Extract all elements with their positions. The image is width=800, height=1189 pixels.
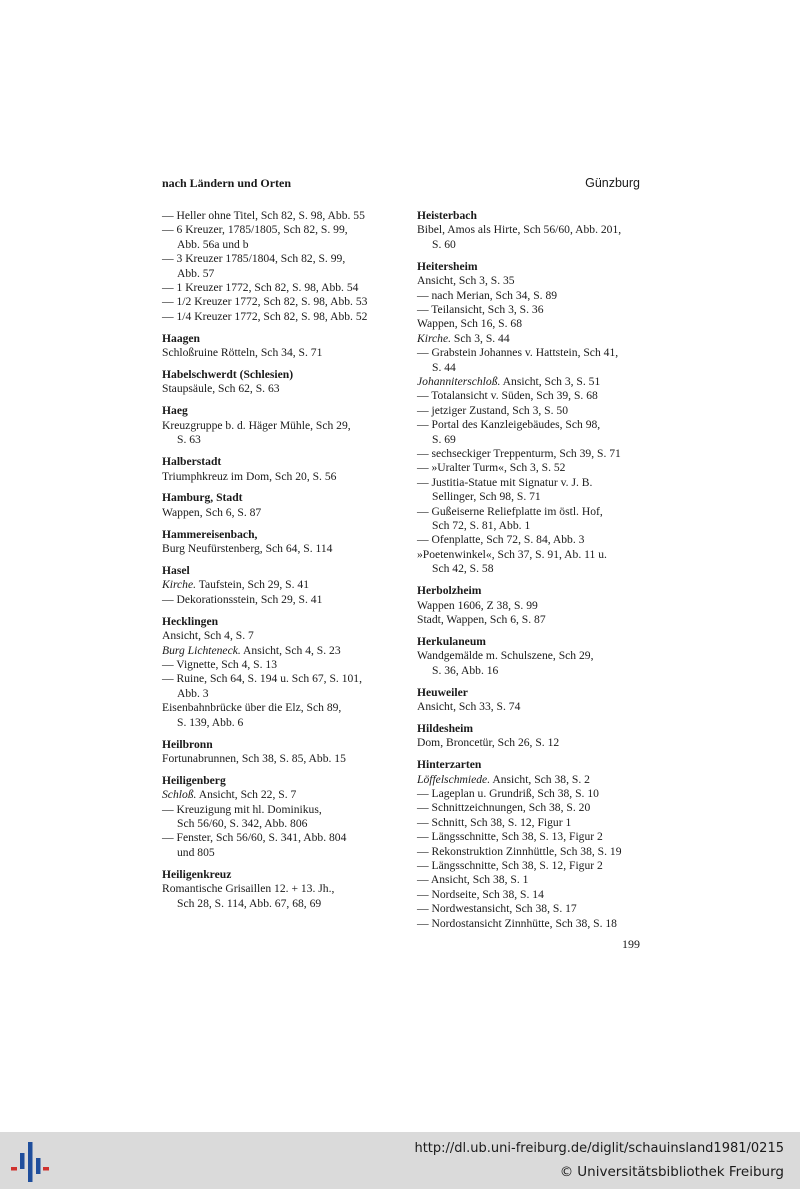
entry-heading: Hecklingen — [162, 614, 219, 628]
entry-line-text: — Längsschnitte, Sch 38, S. 12, Figur 2 — [417, 859, 603, 873]
entry-line-text: — Lageplan u. Grundriß, Sch 38, S. 10 — [417, 787, 599, 801]
entry-line-text: S. 44 — [432, 360, 456, 374]
entry-line — [162, 506, 382, 520]
entry-line-text: Schloßruine Rötteln, Sch 34, S. 71 — [162, 346, 323, 360]
index-entry — [162, 368, 382, 397]
entry-line — [417, 562, 637, 576]
index-entry — [417, 686, 637, 715]
entry-line — [417, 830, 637, 844]
entry-line-text: — jetziger Zustand, Sch 3, S. 50 — [417, 403, 569, 417]
entry-heading: Herbolzheim — [417, 584, 482, 598]
entry-line — [162, 831, 382, 845]
entry-line-text: Sch 56/60, S. 342, Abb. 806 — [177, 817, 308, 831]
entry-line-italic: Burg Lichteneck. — [162, 643, 241, 657]
index-entry — [162, 868, 382, 911]
entry-line-text: — 1/4 Kreuzer 1772, Sch 82, S. 98, Abb. 52 — [162, 309, 368, 323]
entry-line — [417, 433, 637, 447]
entry-line-italic: Kirche. — [162, 578, 197, 592]
entry-line-text: Sch 72, S. 81, Abb. 1 — [432, 519, 531, 533]
entry-heading: Haeg — [162, 404, 188, 418]
entry-line-text: Ansicht, Sch 38, S. 2 — [490, 772, 590, 786]
entry-line-italic: Löffelschmiede. — [417, 772, 491, 786]
entry-line — [417, 816, 637, 830]
entry-line-text: — Fenster, Sch 56/60, S. 341, Abb. 804 — [162, 831, 347, 845]
entry-line-text: — Nordostansicht Zinnhütte, Sch 38, S. 18 — [417, 916, 617, 930]
running-header-right: Günzburg — [585, 176, 640, 190]
index-entry — [417, 722, 637, 751]
entry-line-text: Abb. 3 — [177, 686, 209, 700]
running-header-left: nach Ländern und Orten — [162, 176, 292, 190]
index-entry — [162, 774, 382, 860]
entry-line-text: — Ruine, Sch 64, S. 194 u. Sch 67, S. 101, — [162, 672, 363, 686]
entry-line — [162, 542, 382, 556]
index-entry — [417, 584, 637, 627]
entry-line-text: — sechseckiger Treppenturm, Sch 39, S. 71 — [417, 447, 621, 460]
entry-heading: Hamburg, Stadt — [162, 491, 243, 505]
entry-line — [162, 382, 382, 396]
entry-line-text: S. 36, Abb. 16 — [432, 663, 499, 677]
entry-line-text: — Nordwestansicht, Sch 38, S. 17 — [417, 902, 577, 916]
entry-line — [162, 310, 382, 324]
entry-line — [417, 389, 637, 403]
entry-line-text: und 805 — [177, 845, 215, 859]
entry-line — [417, 303, 637, 317]
entry-line-text: — 1/2 Kreuzer 1772, Sch 82, S. 98, Abb. 53 — [162, 295, 368, 309]
entry-line-text: — 3 Kreuzer 1785/1804, Sch 82, S. 99, — [162, 252, 346, 266]
entry-heading: Heilbronn — [162, 737, 213, 751]
index-entry — [162, 491, 382, 520]
entry-line — [417, 238, 637, 252]
entry-line-text: Triumphkreuz im Dom, Sch 20, S. 56 — [162, 469, 337, 483]
entry-line-text: Ansicht, Sch 33, S. 74 — [417, 700, 521, 713]
entry-line — [162, 701, 382, 715]
running-header — [162, 176, 640, 194]
entry-line-text: — Kreuzigung mit hl. Dominikus, — [162, 802, 322, 816]
ub-freiburg-logo-icon — [10, 1142, 52, 1182]
entry-line-text: Ansicht, Sch 3, S. 35 — [417, 274, 515, 288]
entry-line-text: — Dekorationsstein, Sch 29, S. 41 — [162, 592, 323, 606]
entry-line-text: Bibel, Amos als Hirte, Sch 56/60, Abb. 201, — [417, 223, 622, 237]
index-entry — [162, 528, 382, 557]
entry-line-text: — 6 Kreuzer, 1785/1805, Sch 82, S. 99, — [162, 223, 348, 237]
entry-line — [417, 613, 637, 627]
entry-line — [417, 859, 637, 873]
entry-line-text: Taufstein, Sch 29, S. 41 — [196, 578, 310, 592]
entry-heading: Hammereisenbach, — [162, 527, 258, 541]
entry-line-text: — Portal des Kanzleigebäudes, Sch 98, — [417, 418, 601, 432]
entry-line — [417, 274, 637, 288]
entry-line-italic: Schloß. — [162, 788, 197, 802]
entry-line — [417, 317, 637, 331]
entry-line-text: Ansicht, Sch 4, S. 23 — [240, 643, 341, 657]
entry-line-text: Kreuzgruppe b. d. Häger Mühle, Sch 29, — [162, 418, 351, 432]
index-column-left — [162, 209, 382, 918]
entry-line-text: Stadt, Wappen, Sch 6, S. 87 — [417, 612, 546, 626]
entry-line — [162, 295, 382, 309]
entry-line — [417, 773, 637, 787]
entry-heading: Halberstadt — [162, 455, 222, 469]
entry-line — [162, 658, 382, 672]
entry-line — [417, 476, 637, 490]
entry-line — [417, 346, 637, 360]
entry-line-text: Ansicht, Sch 3, S. 51 — [500, 374, 601, 388]
entry-heading: Haagen — [162, 331, 201, 345]
entry-line — [417, 700, 637, 714]
entry-heading: Heuweiler — [417, 685, 468, 699]
entry-heading: Habelschwerdt (Schlesien) — [162, 368, 294, 382]
entry-line — [417, 917, 637, 931]
entry-heading: Herkulaneum — [417, 634, 486, 648]
entry-line-text: Sch 3, S. 44 — [451, 331, 510, 345]
entry-line-text: Sellinger, Sch 98, S. 71 — [432, 490, 541, 504]
entry-line-text: — Rekonstruktion Zinnhüttle, Sch 38, S. 19 — [417, 844, 622, 858]
entry-line — [417, 519, 637, 533]
index-entry — [417, 260, 637, 577]
entry-line-text: Burg Neufürstenberg, Sch 64, S. 114 — [162, 542, 333, 556]
entry-line — [162, 252, 382, 266]
entry-line — [162, 629, 382, 643]
entry-heading: Heiligenkreuz — [162, 867, 232, 881]
entry-line — [162, 593, 382, 607]
viewer-footer-bar — [0, 1132, 800, 1189]
index-entry — [162, 455, 382, 484]
entry-line — [162, 238, 382, 252]
entry-line — [162, 419, 382, 433]
index-column-right — [417, 209, 637, 939]
entry-line — [162, 644, 382, 658]
entry-line — [162, 897, 382, 911]
entry-heading: Hildesheim — [417, 721, 474, 735]
entry-line-text: — Nordseite, Sch 38, S. 14 — [417, 887, 544, 901]
entry-line-text: — Justitia-Statue mit Signatur v. J. B. — [417, 475, 593, 489]
entry-line — [417, 461, 637, 475]
entry-line-text: Abb. 56a und b — [177, 237, 249, 251]
index-entry — [417, 758, 637, 931]
index-entry — [162, 209, 382, 324]
index-entry — [162, 332, 382, 361]
entry-line — [417, 664, 637, 678]
entry-line-italic: Kirche. — [417, 331, 452, 345]
entry-line-text: — Längsschnitte, Sch 38, S. 13, Figur 2 — [417, 830, 603, 844]
entry-line-text: Staupsäule, Sch 62, S. 63 — [162, 382, 280, 396]
index-entry — [162, 615, 382, 730]
entry-line — [417, 223, 637, 237]
entry-line — [162, 209, 382, 223]
entry-line-text: Wandgemälde m. Schulszene, Sch 29, — [417, 649, 594, 663]
index-entry — [162, 738, 382, 767]
entry-line-text: Ansicht, Sch 22, S. 7 — [196, 788, 297, 802]
entry-line — [417, 845, 637, 859]
entry-line — [417, 404, 637, 418]
copyright-symbol: © — [559, 1164, 574, 1180]
entry-line — [417, 533, 637, 547]
entry-line-text: Wappen, Sch 6, S. 87 — [162, 505, 262, 519]
entry-line-text: »Poetenwinkel«, Sch 37, S. 91, Ab. 11 u. — [417, 547, 607, 561]
entry-line-text: S. 60 — [432, 237, 456, 251]
entry-heading: Heitersheim — [417, 259, 478, 273]
entry-line-text: S. 63 — [177, 433, 201, 447]
entry-line-text: — Heller ohne Titel, Sch 82, S. 98, Abb. 55 — [162, 209, 365, 222]
entry-line — [162, 267, 382, 281]
entry-line — [417, 361, 637, 375]
entry-line — [162, 470, 382, 484]
entry-line — [162, 281, 382, 295]
index-entry — [162, 404, 382, 447]
entry-line-text: — »Uralter Turm«, Sch 3, S. 52 — [417, 461, 566, 475]
entry-line-text: — Grabstein Johannes v. Hattstein, Sch 41, — [417, 346, 619, 360]
entry-line-text: — nach Merian, Sch 34, S. 89 — [417, 288, 558, 302]
entry-line — [162, 817, 382, 831]
copyright-notice — [560, 1164, 784, 1180]
entry-line — [162, 346, 382, 360]
entry-line — [162, 223, 382, 237]
entry-heading: Heiligenberg — [162, 773, 226, 787]
page-number: 199 — [622, 937, 640, 951]
entry-line — [417, 902, 637, 916]
entry-heading: Heisterbach — [417, 209, 477, 222]
entry-line-text: — Schnittzeichnungen, Sch 38, S. 20 — [417, 801, 591, 815]
index-entry — [417, 635, 637, 678]
entry-line — [417, 289, 637, 303]
copyright-text: Universitätsbibliothek Freiburg — [577, 1164, 784, 1180]
entry-line — [162, 578, 382, 592]
entry-heading: Hinterzarten — [417, 758, 482, 772]
entry-line-text: — Gußeiserne Reliefplatte im östl. Hof, — [417, 504, 603, 518]
entry-line-text: — Ofenplatte, Sch 72, S. 84, Abb. 3 — [417, 533, 585, 547]
entry-line-text: Wappen 1606, Z 38, S. 99 — [417, 598, 538, 612]
entry-line-text: Wappen, Sch 16, S. 68 — [417, 317, 523, 331]
entry-line-text: S. 139, Abb. 6 — [177, 715, 244, 729]
entry-line — [417, 649, 637, 663]
entry-line-text: — Teilansicht, Sch 3, S. 36 — [417, 302, 544, 316]
entry-line-text: Romantische Grisaillen 12. + 13. Jh., — [162, 882, 335, 896]
entry-line-text: — Vignette, Sch 4, S. 13 — [162, 657, 278, 671]
entry-line — [162, 687, 382, 701]
entry-line-text: — Schnitt, Sch 38, S. 12, Figur 1 — [417, 815, 572, 829]
entry-line — [162, 882, 382, 896]
entry-line-text: Fortunabrunnen, Sch 38, S. 85, Abb. 15 — [162, 751, 346, 765]
entry-line — [417, 548, 637, 562]
entry-line — [417, 873, 637, 887]
entry-line — [417, 801, 637, 815]
entry-line — [417, 787, 637, 801]
entry-line — [162, 672, 382, 686]
entry-line-text: — 1 Kreuzer 1772, Sch 82, S. 98, Abb. 54 — [162, 281, 359, 295]
entry-line — [417, 505, 637, 519]
entry-line — [162, 716, 382, 730]
entry-line-text: S. 69 — [432, 432, 456, 446]
permalink-url[interactable]: http://dl.ub.uni-freiburg.de/diglit/schauinsland1981/0215 — [414, 1141, 784, 1156]
entry-line — [417, 736, 637, 750]
entry-line-text: Ansicht, Sch 4, S. 7 — [162, 629, 254, 643]
entry-line-text: Eisenbahnbrücke über die Elz, Sch 89, — [162, 701, 342, 715]
entry-line — [162, 803, 382, 817]
entry-line — [417, 418, 637, 432]
entry-heading: Hasel — [162, 564, 190, 578]
entry-line — [417, 332, 637, 346]
entry-line — [417, 447, 637, 461]
entry-line-italic: Johanniterschloß. — [417, 374, 501, 388]
index-entry — [162, 564, 382, 607]
entry-line — [162, 846, 382, 860]
entry-line — [417, 599, 637, 613]
index-entry — [417, 209, 637, 252]
entry-line-text: Dom, Broncetür, Sch 26, S. 12 — [417, 736, 560, 750]
entry-line-text: — Ansicht, Sch 38, S. 1 — [417, 873, 529, 887]
entry-line — [162, 788, 382, 802]
entry-line — [417, 490, 637, 504]
entry-line — [417, 888, 637, 902]
entry-line-text: Sch 42, S. 58 — [432, 562, 494, 576]
entry-line — [162, 433, 382, 447]
entry-line — [162, 752, 382, 766]
entry-line-text: Sch 28, S. 114, Abb. 67, 68, 69 — [177, 896, 322, 910]
entry-line — [417, 375, 637, 389]
entry-line-text: — Totalansicht v. Süden, Sch 39, S. 68 — [417, 389, 598, 403]
entry-line-text: Abb. 57 — [177, 266, 215, 280]
